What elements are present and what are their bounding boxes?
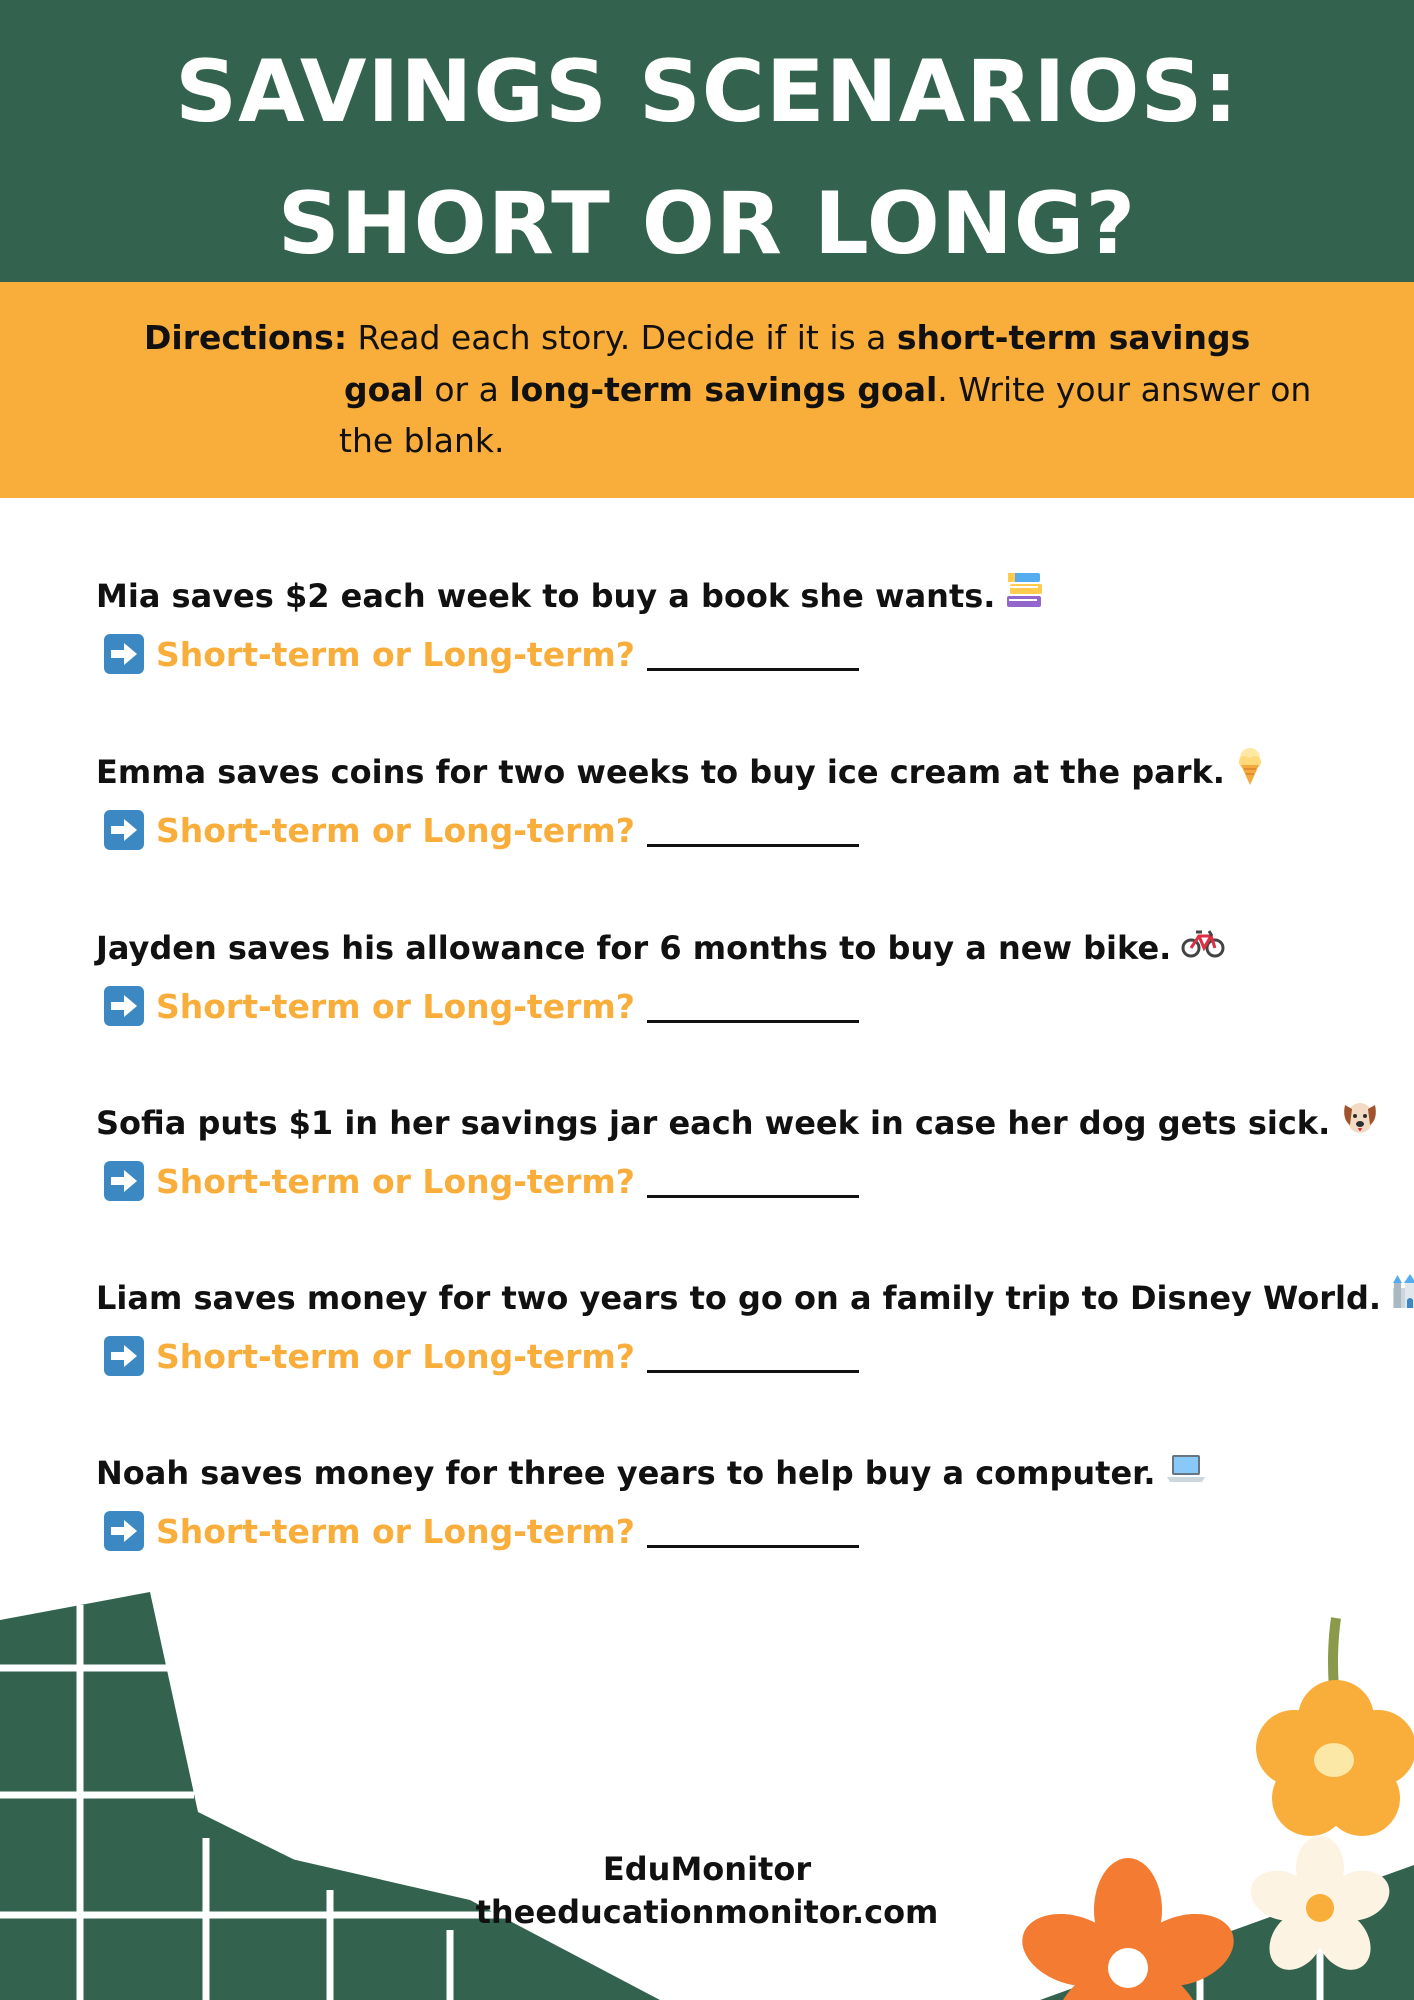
directions-line-2: goal or a long-term savings goal. Write your answer on	[344, 370, 1312, 409]
question-text: Jayden saves his allowance for 6 months to buy a new bike.	[96, 924, 1225, 972]
page-title-line-2: SHORT OR LONG?	[277, 174, 1137, 274]
directions-label: Directions:	[144, 318, 348, 357]
question-text: Mia saves $2 each week to buy a book she wants.	[96, 572, 1045, 620]
answer-prompt: Short-term or Long-term?	[156, 1161, 635, 1201]
yellow-flower-icon	[1256, 1618, 1414, 1836]
answer-prompt: Short-term or Long-term?	[156, 1511, 635, 1551]
question-text: Liam saves money for two years to go on a family trip to Disney World.	[96, 1274, 1414, 1322]
question-text: Emma saves coins for two weeks to buy ice cream at the park.	[96, 748, 1265, 796]
page-title-line-1: SAVINGS SCENARIOS:	[175, 42, 1239, 142]
footer-website[interactable]: theeducationmonitor.com	[475, 1893, 939, 1931]
answer-prompt: Short-term or Long-term?	[156, 810, 635, 850]
answer-prompt: Short-term or Long-term?	[156, 634, 635, 674]
directions-line-1: Directions: Read each story. Decide if it is a short-term savings	[144, 318, 1251, 357]
directions-line-3: the blank.	[339, 421, 505, 460]
question-text: Sofia puts $1 in her savings jar each week in case her dog gets sick.	[96, 1099, 1380, 1147]
question-text: Noah saves money for three years to help buy a computer.	[96, 1449, 1206, 1497]
footer-brand: EduMonitor	[602, 1850, 812, 1888]
answer-prompt: Short-term or Long-term?	[156, 986, 635, 1026]
answer-prompt: Short-term or Long-term?	[156, 1336, 635, 1376]
